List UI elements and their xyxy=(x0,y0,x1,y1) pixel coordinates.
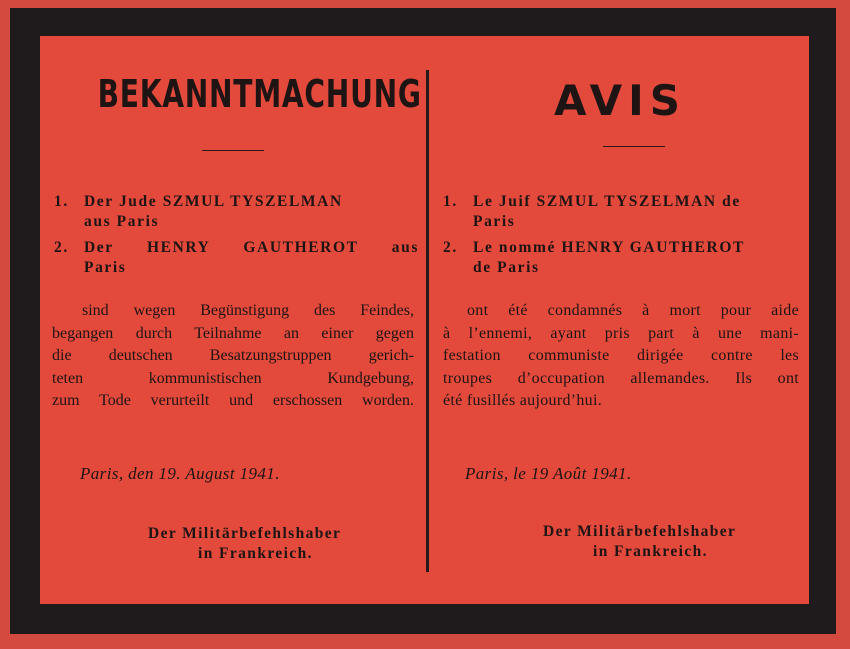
german-signature-line2: in Frankreich. xyxy=(198,545,313,562)
german-heading-rule xyxy=(202,150,264,151)
french-body-line: à l’ennemi, ayant pris part à une mani- xyxy=(443,324,799,342)
french-item-1 xyxy=(443,192,801,232)
german-body-line: die deutschen Besatzungstruppen gerich- xyxy=(52,347,414,364)
german-item-2 xyxy=(54,238,419,278)
french-body-text xyxy=(443,300,799,413)
french-item-1-number: 1. xyxy=(443,193,458,210)
german-body-line: teten kommunistischen Kundgebung, xyxy=(52,369,414,387)
german-item-1-number: 1. xyxy=(54,193,69,210)
french-body-line: été fusillés aujourd’hui. xyxy=(443,392,603,409)
german-item-2-number: 2. xyxy=(54,239,69,256)
german-body-text xyxy=(52,300,414,413)
german-item-1 xyxy=(54,192,419,232)
french-item-1-line1: Le Juif SZMUL TYSZELMAN de xyxy=(473,193,741,210)
german-body-line: zum Tode verurteilt und erschossen worden. xyxy=(52,392,414,409)
german-signature-line1: Der Militärbefehlshaber xyxy=(148,525,342,542)
german-date: Paris, den 19. August 1941. xyxy=(80,464,280,483)
french-signature-line2: in Frankreich. xyxy=(593,543,708,560)
german-heading: BEKANNTMACHUNG xyxy=(97,72,422,116)
german-signature xyxy=(148,524,341,564)
french-item-2-line2: de Paris xyxy=(473,259,540,276)
german-body-line: begangen durch Teilnahme an einer gegen xyxy=(52,324,414,342)
french-item-2 xyxy=(443,238,801,278)
french-signature-line1: Der Militärbefehlshaber xyxy=(543,523,737,540)
french-item-2-number: 2. xyxy=(443,239,458,256)
french-body-line: festation communiste dirigée contre les xyxy=(443,347,799,364)
french-heading-rule xyxy=(603,146,665,147)
german-body-line: sind wegen Begünstigung des Feindes, xyxy=(82,302,414,319)
french-body-line: ont été condamnés à mort pour aide xyxy=(467,302,799,319)
french-item-2-line1: Le nommé HENRY GAUTHEROT xyxy=(473,239,745,256)
german-column xyxy=(40,0,426,649)
german-item-2-line2: Paris xyxy=(84,259,127,276)
french-date: Paris, le 19 Août 1941. xyxy=(465,464,632,483)
center-divider xyxy=(426,70,429,572)
french-signature xyxy=(543,522,736,562)
french-column xyxy=(431,0,809,649)
german-item-1-line2: aus Paris xyxy=(84,213,160,230)
french-item-1-line2: Paris xyxy=(473,213,516,230)
french-heading: AVIS xyxy=(553,76,687,125)
german-item-1-line1: Der Jude SZMUL TYSZELMAN xyxy=(84,193,343,210)
german-item-2-line1: Der HENRY GAUTHEROT aus xyxy=(84,239,419,256)
french-body-line: troupes d’occupation allemandes. Ils ont xyxy=(443,369,799,387)
